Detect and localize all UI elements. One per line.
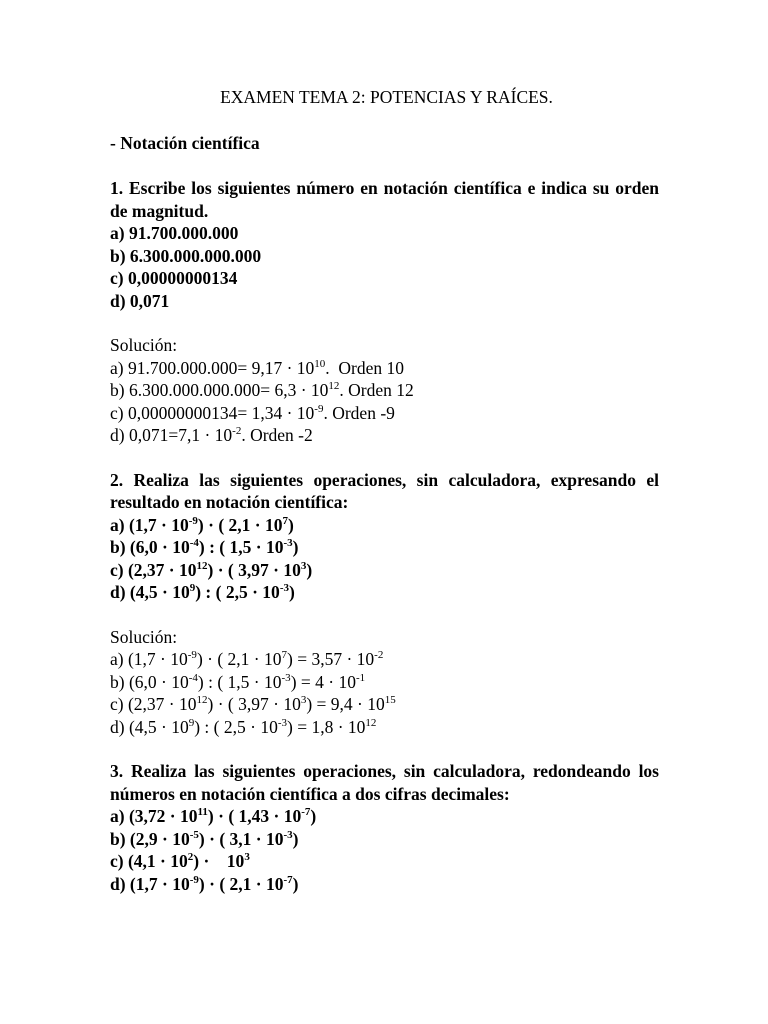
question-1-item-b: b) 6.300.000.000.000 <box>110 245 262 266</box>
question-3-item-c: c) $(4,1 \cdot 10^2)$ · $10^3$ <box>110 851 250 871</box>
question-1 <box>110 177 659 312</box>
question-3-item-b: b) $(2,9 \cdot 10^{-5})$ · ( $3,1 \cdot 10^{-3}$) <box>110 828 299 849</box>
solution-2-d: d) $(4,5 \cdot 10^9)$ : ( $2,5 \cdot 10^{-3}) = 1,8 \cdot 10^{12}$ <box>110 716 377 737</box>
question-2-item-b: b) $(6,0 \cdot 10^{-4})$ : ( $1,5 \cdot 10^{-3}$) <box>110 537 299 557</box>
section-heading: - Notación científica <box>110 132 260 153</box>
solution-2-b: b) $(6,0 \cdot 10^{-4})$ : ( $1,5 \cdot 10^{-3}) = 4 \cdot 10^{-1}$ <box>110 671 366 692</box>
solution-1 <box>110 334 659 447</box>
solution-2-c: c) $(2,37 \cdot 10^{12})$ · ( $3,97 \cdot 10^3) = 9,4 \cdot 10^{15}$ <box>110 694 396 714</box>
solution-1-c: c) $0,00000000134= 1,34 \cdot 10^{-9}$. Orden -9 <box>110 402 395 423</box>
solution-1-b: b) $6.300.000.000.000= 6,3 \cdot 10^{12}$. Orden 12 <box>110 380 414 400</box>
solution-1-d: d) $0,071=7,1 \cdot 10^{-2}$. Orden -2 <box>110 425 313 445</box>
exam-title: EXAMEN TEMA 2: POTENCIAS Y RAÍCES. <box>220 87 553 107</box>
question-3-item-a: a) $(3,72 \cdot 10^{11})$ · ( $1,43 \cdot 10^{-7}$) <box>110 806 317 826</box>
solution-2 <box>110 626 659 739</box>
question-1-item-d: d) 0,071 <box>110 290 170 311</box>
solution-1-label: Solución: <box>110 335 178 355</box>
question-1-item-a: a) 91.700.000.000 <box>110 223 239 243</box>
question-3-item-d: d) $(1,7 \cdot 10^{-9})$ · ( $2,1 \cdot 10^{-7}$) <box>110 873 299 894</box>
question-3-statement: 3. Realiza las siguientes operaciones, sin calculadora, redondeando los números en notación científica a dos cifras decimales: <box>110 761 659 804</box>
question-3 <box>110 760 659 895</box>
solution-2-a: a) $(1,7 \cdot 10^{-9})$ · ( $2,1 \cdot 10^7) = 3,57 \cdot 10^{-2}$ <box>110 649 384 669</box>
solution-1-a: a) $91.700.000.000= 9,17 \cdot 10^{10}$. Orden 10 <box>110 357 405 378</box>
question-2-statement: 2. Realiza las siguientes operaciones, sin calculadora, expresando el resultado en notación científica: <box>110 469 659 512</box>
question-2-item-a: a) $(1,7 \cdot 10^{-9})$ · ( $2,1 \cdot 10^7$) <box>110 514 294 535</box>
question-2-item-d: d) $(4,5 \cdot 10^9)$ : ( $2,5 \cdot 10^{-3}$) <box>110 582 295 602</box>
question-2-item-c: c) $(2,37 \cdot 10^{12})$ · ( $3,97 \cdot 10^3$) <box>110 559 313 580</box>
question-2 <box>110 469 659 604</box>
solution-2-label: Solución: <box>110 626 178 647</box>
exam-page <box>110 86 659 917</box>
question-1-item-c: c) 0,00000000134 <box>110 268 238 288</box>
question-1-statement: 1. Escribe los siguientes número en notación científica e indica su orden de magnitud. <box>110 178 659 221</box>
